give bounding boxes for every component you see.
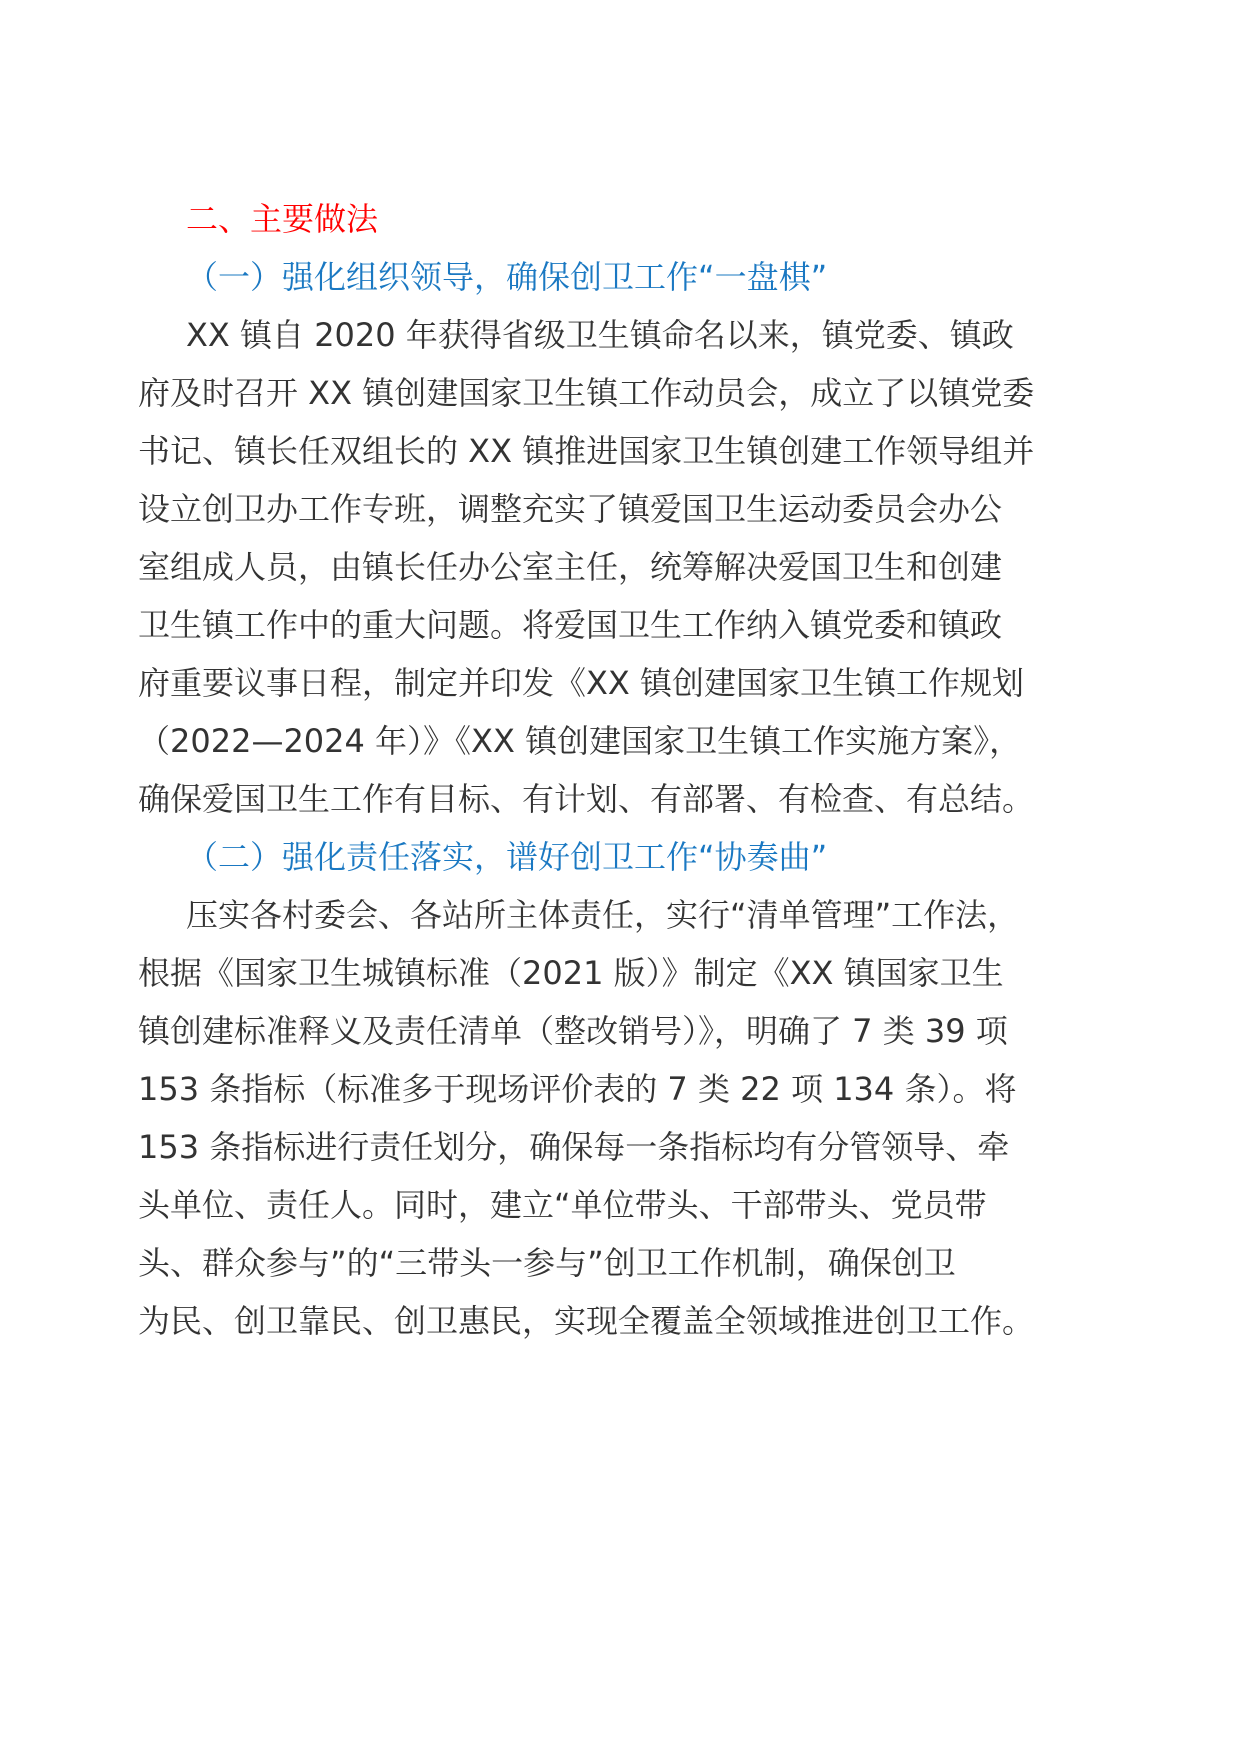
paragraph-1-line: 室组成人员，由镇长任办公室主任，统筹解决爱国卫生和创建 bbox=[138, 548, 1003, 586]
paragraph-2-line: 头单位、责任人。同时，建立“单位带头、干部带头、党员带 bbox=[138, 1186, 987, 1224]
paragraph-2-line: 153 条指标（标准多于现场评价表的 7 类 22 项 134 条）。将 bbox=[138, 1070, 1017, 1108]
paragraph-1-line: 卫生镇工作中的重大问题。将爱国卫生工作纳入镇党委和镇政 bbox=[138, 606, 1003, 644]
paragraph-2-line: 镇创建标准释义及责任清单（整改销号）》，明确了 7 类 39 项 bbox=[138, 1012, 1008, 1050]
section-heading: 二、主要做法 bbox=[186, 200, 379, 238]
paragraph-1-line: 书记、镇长任双组长的 XX 镇推进国家卫生镇创建工作领导组并 bbox=[138, 432, 1035, 470]
subsection-heading-2: （二）强化责任落实，谱好创卫工作“协奏曲” bbox=[186, 838, 828, 876]
paragraph-1-line: XX 镇自 2020 年获得省级卫生镇命名以来，镇党委、镇政 bbox=[186, 316, 1014, 354]
paragraph-2-line: 根据《国家卫生城镇标准（2021 版）》制定《XX 镇国家卫生 bbox=[138, 954, 1004, 992]
paragraph-2-line: 头、群众参与”的“三带头一参与”创卫工作机制，确保创卫 bbox=[138, 1244, 956, 1282]
paragraph-1-line: 府重要议事日程，制定并印发《XX 镇创建国家卫生镇工作规划 bbox=[138, 664, 1025, 702]
paragraph-1-line: 确保爱国卫生工作有目标、有计划、有部署、有检查、有总结。 bbox=[138, 780, 1035, 818]
paragraph-1-line: 府及时召开 XX 镇创建国家卫生镇工作动员会，成立了以镇党委 bbox=[138, 374, 1035, 412]
subsection-heading-1: （一）强化组织领导，确保创卫工作“一盘棋” bbox=[186, 258, 828, 296]
paragraph-2-line: 为民、创卫靠民、创卫惠民，实现全覆盖全领域推进创卫工作。 bbox=[138, 1302, 1035, 1340]
paragraph-2-line: 153 条指标进行责任划分，确保每一条指标均有分管领导、牵 bbox=[138, 1128, 1010, 1166]
paragraph-1-line: 设立创卫办工作专班，调整充实了镇爱国卫生运动委员会办公 bbox=[138, 490, 1003, 528]
paragraph-2-line: 压实各村委会、各站所主体责任，实行“清单管理”工作法， bbox=[186, 896, 1020, 934]
paragraph-1-line: （2022—2024 年）》《XX 镇创建国家卫生镇工作实施方案》， bbox=[138, 722, 1022, 760]
